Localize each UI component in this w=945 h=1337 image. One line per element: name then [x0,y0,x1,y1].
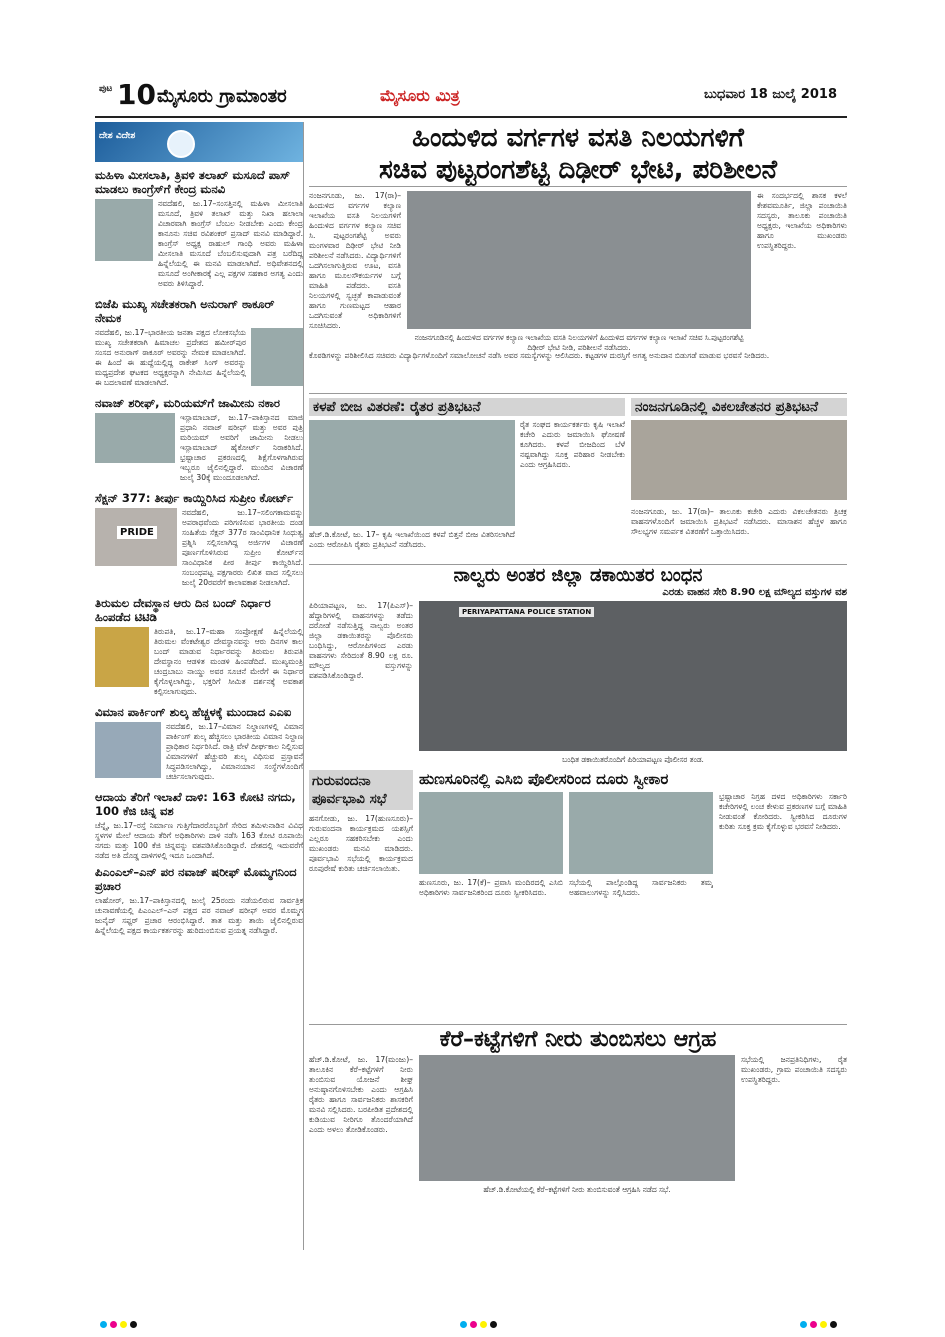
story-headline: ತಿರುಮಲ ದೇವಸ್ಥಾನ ಆರು ದಿನ ಬಂದ್ ನಿರ್ಧಾರ ಹಿಂಪಡೆದ ಟಿಟಿಡಿ [95,596,271,624]
story-body: ತಿರುಪತಿ, ಜು.17–ಮಹಾ ಸಂಪ್ರೋಕ್ಷಣೆ ಹಿನ್ನೆಲೆಯಲ್ಲಿ ತಿರುಮಲ ವೆಂಕಟೇಶ್ವರ ದೇವಸ್ಥಾನವನ್ನು ಆರು ದಿನಗಳ ಕಾಲ ಬಂದ್ ಮಾಡುವ ನಿರ್ಧಾರವನ್ನು ತಿರುಮಲ ತಿರುಪತಿ ದೇವಸ್ಥಾನಂ ಆಡಳಿತ ಮಂಡಳಿ ಹಿಂಪಡೆದಿದೆ. ಮುಖ್ಯಮಂತ್ರಿ ಚಂದ್ರಬಾಬು ನಾಯ್ಡು ಅವರ ಸೂಚನೆ ಮೇರೆಗೆ ಈ ನಿರ್ಧಾರ ಕೈಗೊಳ್ಳಲಾಗಿದ್ದು, ಭಕ್ತರಿಗೆ ಸೀಮಿತ ದರ್ಶನಕ್ಕೆ ಅವಕಾಶ ಕಲ್ಪಿಸಲಾಗುವುದು. [154,627,303,696]
story-womens-reservation [95,168,303,293]
story-body: ಇಸ್ಲಾಮಾಬಾದ್, ಜು.17–ಪಾಕಿಸ್ತಾನದ ಮಾಜಿ ಪ್ರಧಾನಿ ನವಾಜ್ ಷರೀಫ್ ಮತ್ತು ಅವರ ಪುತ್ರಿ ಮರಿಯಮ್ ಅವರಿಗೆ ಜಾಮೀನು ನೀಡಲು ಇಸ್ಲಾಮಾಬಾದ್ ಹೈಕೋರ್ಟ್ ನಿರಾಕರಿಸಿದೆ. ಭ್ರಷ್ಟಾಚಾರ ಪ್ರಕರಣದಲ್ಲಿ ಶಿಕ್ಷೆಗೊಳಗಾಗಿರುವ ಇಬ್ಬರೂ ಜೈಲಿನಲ್ಲಿದ್ದಾರೆ. ಮುಂದಿನ ವಿಚಾರಣೆ ಜುಲೈ 30ಕ್ಕೆ ಮುಂದೂಡಲಾಗಿದೆ. [180,413,303,482]
story-headline: ಗುರುವಂದನಾ ಪೂರ್ವಭಾವಿ ಸಭೆ [309,770,413,810]
police-station-sign: PERIYAPATTANA POLICE STATION [459,607,594,617]
banner-label: ದೇಶ ವಿದೇಶ [99,131,136,141]
photo-caption: ಸಭೆಯಲ್ಲಿ ಪಾಲ್ಗೊಂಡಿದ್ದ ಸಾರ್ವಜನಿಕರು ತಮ್ಮ ಅಹವಾಲುಗಳನ್ನು ಸಲ್ಲಿಸಿದರು. [569,878,713,897]
story-body: ರೈತ ಸಂಘದ ಕಾರ್ಯಕರ್ತರು ಕೃಷಿ ಇಲಾಖೆ ಕಚೇರಿ ಎದುರು ಜಮಾಯಿಸಿ ಘೋಷಣೆ ಕೂಗಿದರು. ಕಳಪೆ ಬೀಜದಿಂದ ಬೆಳೆ ನಷ್ಟವಾಗಿದ್ದು ಸೂಕ್ತ ಪರಿಹಾರ ನೀಡಬೇಕು ಎಂದು ಆಗ್ರಹಿಸಿದರು. [520,420,625,469]
row-protests [309,394,847,564]
story-headline: ಸೆಕ್ಷನ್ 377: ತೀರ್ಪು ಕಾಯ್ದಿರಿಸಿದ ಸುಪ್ರೀಂ ಕೋರ್ಟ್ [95,491,294,505]
page-number: 10 [117,78,156,111]
story-nawaz-sharif [95,396,303,487]
story-acb [419,766,847,898]
issue-date: ಬುಧವಾರ 18 ಜುಲೈ 2018 [704,87,837,102]
story-body: ನವದೆಹಲಿ, ಜು.17–ಸಲಿಂಗಕಾಮವನ್ನು ಅಪರಾಧವೆಂದು ಪರಿಗಣಿಸುವ ಭಾರತೀಯ ದಂಡ ಸಂಹಿತೆಯ ಸೆಕ್ಷನ್ 377ರ ಸಾಂವಿಧಾನಿಕ ಸಿಂಧುತ್ವ ಪ್ರಶ್ನಿಸಿ ಸಲ್ಲಿಸಲಾಗಿದ್ದ ಅರ್ಜಿಗಳ ವಿಚಾರಣೆ ಪೂರ್ಣಗೊಳಿಸಿರುವ ಸುಪ್ರೀಂ ಕೋರ್ಟ್‌ನ ಸಾಂವಿಧಾನಿಕ ಪೀಠ ತೀರ್ಪು ಕಾಯ್ದಿರಿಸಿದೆ. ಸಂಬಂಧಪಟ್ಟ ಪಕ್ಷಗಾರರು ಲಿಖಿತ ವಾದ ಸಲ್ಲಿಸಲು ಜುಲೈ 20ರವರೆಗೆ ಕಾಲಾವಕಾಶ ನೀಡಲಾಗಿದೆ. [182,508,303,587]
photo-caption: ಹುಣಸೂರು, ಜು. 17(ಕೆ)– ಪ್ರವಾಸಿ ಮಂದಿರದಲ್ಲಿ ಎಸಿಬಿ ಅಧಿಕಾರಿಗಳು ಸಾರ್ವಜನಿಕರಿಂದ ದೂರು ಸ್ವೀಕರಿಸಿದರು. [419,878,563,897]
photo-caption: ಹೆಚ್.ಡಿ.ಕೋಟೆಯಲ್ಲಿ ಕೆರೆ–ಕಟ್ಟೆಗಳಿಗೆ ನೀರು ತುಂಬಿಸುವಂತೆ ಆಗ್ರಹಿಸಿ ನಡೆದ ಸಭೆ. [483,1185,671,1194]
story-body-right: ಸಭೆಯಲ್ಲಿ ಜನಪ್ರತಿನಿಧಿಗಳು, ರೈತ ಮುಖಂಡರು, ಗ್ರಾಮ ಪಂಚಾಯಿತಿ ಸದಸ್ಯರು ಉಪಸ್ಥಿತರಿದ್ದರು. [741,1055,847,1084]
story-headline: ಬಿಜೆಪಿ ಮುಖ್ಯ ಸಚೇತಕರಾಗಿ ಅನುರಾಗ್ ಠಾಕೂರ್ ನೇಮಕ [95,297,275,325]
disabled-protest-photo [631,420,847,500]
story-body: ಚೆನ್ನೈ, ಜು.17–ರಸ್ತೆ ನಿರ್ಮಾಣ ಗುತ್ತಿಗೆದಾರರೊಬ್ಬರಿಗೆ ಸೇರಿದ ತಮಿಳುನಾಡಿನ ವಿವಿಧ ಸ್ಥಳಗಳ ಮೇಲೆ ಆದಾಯ ತೆರಿಗೆ ಅಧಿಕಾರಿಗಳು ದಾಳಿ ನಡೆಸಿ 163 ಕೋಟಿ ರೂಪಾಯಿ ನಗದು ಮತ್ತು 100 ಕೆಜಿ ಚಿನ್ನವನ್ನು ವಶಪಡಿಸಿಕೊಂಡಿದ್ದಾರೆ. ದೇಶದಲ್ಲಿ ಇದುವರೆಗೆ ನಡೆದ ಅತಿ ದೊಡ್ಡ ದಾಳಿಗಳಲ್ಲಿ ಇದೂ ಒಂದಾಗಿದೆ. [95,821,303,860]
main-news-area [309,122,847,1205]
black-dot [130,1321,137,1328]
lead-story-body-right: ಈ ಸಂದರ್ಭದಲ್ಲಿ ಶಾಸಕ ಕಳಲೆ ಕೇಶವಮೂರ್ತಿ, ಜಿಲ್ಲಾ ಪಂಚಾಯಿತಿ ಸದಸ್ಯರು, ತಾಲೂಕು ಪಂಚಾಯಿತಿ ಅಧ್ಯಕ್ಷರು, ಇಲಾಖೆಯ ಅಧಿಕಾರಿಗಳು ಹಾಗೂ ಮುಖಂಡರು ಉಪಸ್ಥಿತರಿದ್ದರು. [757,191,847,250]
story-lakes [309,1024,847,1205]
story-headline: ಪಿಎಂಎಲ್–ಎನ್ ಪರ ನವಾಜ್ ಷರೀಫ್ ಮೊಮ್ಮಗನಿಂದ ಪ್ರಚಾರ [95,865,297,893]
lead-headline-line-1: ಹಿಂದುಳಿದ ವರ್ಗಗಳ ವಸತಿ ನಿಲಯಗಳಿಗೆ [412,123,744,153]
lead-photo-caption: ನಂಜನಗೂಡಿನಲ್ಲಿ ಹಿಂದುಳಿದ ವರ್ಗಗಳ ಕಲ್ಯಾಣ ಇಲಾಖೆಯ ವಸತಿ ನಿಲಯಗಳಿಗೆ ಹಿಂದುಳಿದ ವರ್ಗಗಳ ಕಲ್ಯಾಣ ಇಲಾಖೆ ಸಚಿವ ಸಿ.ಪುಟ್ಟರಂಗಶೆಟ್ಟಿ ದಿಢೀರ್ ಭೇಟಿ ನೀಡಿ, ಪರಿಶೀಲನೆ ನಡೆಸಿದರು. [414,333,744,352]
page-label: ಪುಟ [99,84,113,94]
story-body: ನಂಜನಗೂಡು, ಜು. 17(ರಾ)– ತಾಲೂಕು ಕಚೇರಿ ಎದುರು ವಿಕಲಚೇತನರು ತ್ರಿಚಕ್ರ ವಾಹನಗಳೊಂದಿಗೆ ಜಮಾಯಿಸಿ ಪ್ರತಿಭಟನೆ ನಡೆಸಿದರು. ಮಾಸಾಶನ ಹೆಚ್ಚಳ ಹಾಗೂ ಸೌಲಭ್ಯಗಳ ಸಮರ್ಪಕ ವಿತರಣೆಗೆ ಒತ್ತಾಯಿಸಿದರು. [631,507,847,536]
cyan-dot [100,1321,107,1328]
minister-photo [95,199,153,261]
acb-photo-2 [569,792,713,874]
pride-photo [95,508,177,566]
story-seed-protest [309,394,625,550]
left-news-column [95,122,304,1250]
story-aircraft-parking [95,705,303,786]
story-guru-vandana [309,766,413,874]
story-headline: ಕೆರೆ–ಕಟ್ಟೆಗಳಿಗೆ ನೀರು ತುಂಬಿಸಲು ಆಗ್ರಹ [439,1027,717,1052]
story-headline: ಹುಣಸೂರಿನಲ್ಲಿ ಎಸಿಬಿ ಪೊಲೀಸರಿಂದ ದೂರು ಸ್ವೀಕಾರ [419,770,669,788]
story-dacoits [309,564,847,766]
story-headline: ನಾಲ್ವರು ಅಂತರ ಜಿಲ್ಲಾ ಡಕಾಯಿತರ ಬಂಧನ [453,565,703,586]
lake-meeting-photo [419,1055,735,1181]
cyan-dot [800,1321,807,1328]
story-headline: ನಂಜನಗೂಡಿನಲ್ಲಿ ವಿಕಲಚೇತನರ ಪ್ರತಿಭಟನೆ [631,398,847,416]
lead-headline-line-2: ಸಚಿವ ಪುಟ್ಟರಂಗಶೆಟ್ಟಿ ದಿಢೀರ್ ಭೇಟಿ, ಪರಿಶೀಲನೆ [309,154,847,187]
yellow-dot [120,1321,127,1328]
story-body: ಪಿರಿಯಾಪಟ್ಟಣ, ಜು. 17(ಪಿಎಸ್)– ಹೆದ್ದಾರಿಗಳಲ್ಲಿ ವಾಹನಗಳನ್ನು ತಡೆದು ದರೋಡೆ ನಡೆಸುತ್ತಿದ್ದ ನಾಲ್ವರು ಅಂತರ ಜಿಲ್ಲಾ ಡಕಾಯಿತರನ್ನು ಪೊಲೀಸರು ಬಂಧಿಸಿದ್ದು, ಆರೋಪಿಗಳಿಂದ ಎರಡು ವಾಹನಗಳು ಸೇರಿದಂತೆ 8.90 ಲಕ್ಷ ರೂ. ಮೌಲ್ಯದ ವಸ್ತುಗಳನ್ನು ವಶಪಡಿಸಿಕೊಂಡಿದ್ದಾರೆ. [309,601,413,680]
police-photo [419,601,847,751]
desha-videsha-banner [95,122,303,162]
story-pml-n [95,865,303,936]
black-dot [830,1321,837,1328]
masthead [95,78,847,118]
section-title: ಮೈಸೂರು ಗ್ರಾಮಾಂತರ [157,86,287,107]
magenta-dot [810,1321,817,1328]
print-registration-marks [100,1313,160,1321]
sharif-photo [95,413,175,463]
story-body: ನವದೆಹಲಿ, ಜು.17–ಭಾರತೀಯ ಜನತಾ ಪಕ್ಷದ ಲೋಕಸಭೆಯ ಮುಖ್ಯ ಸಚೇತಕರಾಗಿ ಹಿಮಾಚಲ ಪ್ರದೇಶದ ಹಮೀರ್‌ಪುರ ಸಂಸದ ಅನುರಾಗ್ ಠಾಕೂರ್ ಅವರನ್ನು ನೇಮಕ ಮಾಡಲಾಗಿದೆ. ಈ ಹಿಂದೆ ಈ ಹುದ್ದೆಯಲ್ಲಿದ್ದ ರಾಕೇಶ್ ಸಿಂಗ್ ಅವರನ್ನು ಮಧ್ಯಪ್ರದೇಶ ಘಟಕದ ಅಧ್ಯಕ್ಷರನ್ನಾಗಿ ನೇಮಿಸಿದ ಹಿನ್ನೆಲೆಯಲ್ಲಿ ಈ ಬದಲಾವಣೆ ಮಾಡಲಾಗಿದೆ. [95,328,246,387]
newspaper-logo: ಮೈಸೂರು ಮಿತ್ರ [380,86,460,105]
seed-protest-photo [309,420,515,526]
story-subheadline: ಎರಡು ವಾಹನ ಸೇರಿ 8.90 ಲಕ್ಷ ಮೌಲ್ಯದ ವಸ್ತುಗಳ ವಶ [662,587,847,598]
story-body: ಭ್ರಷ್ಟಾಚಾರ ನಿಗ್ರಹ ದಳದ ಅಧಿಕಾರಿಗಳು ಸರ್ಕಾರಿ ಕಚೇರಿಗಳಲ್ಲಿ ಲಂಚ ಕೇಳುವ ಪ್ರಕರಣಗಳ ಬಗ್ಗೆ ಮಾಹಿತಿ ನೀಡುವಂತೆ ಕೋರಿದರು. ಸ್ವೀಕರಿಸಿದ ದೂರುಗಳ ಕುರಿತು ಸೂಕ್ತ ಕ್ರಮ ಕೈಗೊಳ್ಳುವ ಭರವಸೆ ನೀಡಿದರು. [719,792,847,831]
pride-sign: PRIDE [117,526,157,539]
acb-photo-1 [419,792,563,874]
lead-photo [407,191,751,329]
story-headline: ಕಳಪೆ ಬೀಜ ವಿತರಣೆ: ರೈತರ ಪ್ರತಿಭಟನೆ [309,398,625,416]
story-section-377 [95,491,303,592]
temple-photo [95,627,149,687]
story-tirumala [95,596,303,701]
story-headline: ಆದಾಯ ತೆರಿಗೆ ಇಲಾಖೆ ದಾಳಿ: 163 ಕೋಟಿ ನಗದು, 100 ಕೆಜಿ ಚಿನ್ನ ವಶ [95,790,296,818]
lead-story [309,122,847,394]
story-body: ನವದೆಹಲಿ, ಜು.17–ವಿಮಾನ ನಿಲ್ದಾಣಗಳಲ್ಲಿ ವಿಮಾನ ಪಾರ್ಕಿಂಗ್ ಶುಲ್ಕ ಹೆಚ್ಚಿಸಲು ಭಾರತೀಯ ವಿಮಾನ ನಿಲ್ದಾಣ ಪ್ರಾಧಿಕಾರ ನಿರ್ಧರಿಸಿದೆ. ರಾತ್ರಿ ವೇಳೆ ದೀರ್ಘಕಾಲ ನಿಲ್ಲಿಸುವ ವಿಮಾನಗಳಿಗೆ ಹೆಚ್ಚುವರಿ ಶುಲ್ಕ ವಿಧಿಸುವ ಪ್ರಸ್ತಾವನೆ ಸಿದ್ಧಪಡಿಸಲಾಗಿದ್ದು, ವಿಮಾನಯಾನ ಸಂಸ್ಥೆಗಳೊಂದಿಗೆ ಚರ್ಚಿಸಲಾಗುವುದು. [166,722,303,781]
yellow-dot [480,1321,487,1328]
story-body: ಹೆಚ್.ಡಿ.ಕೋಟೆ, ಜು. 17(ಮಂಜು)– ತಾಲೂಕಿನ ಕೆರೆ–ಕಟ್ಟೆಗಳಿಗೆ ನೀರು ತುಂಬಿಸುವ ಯೋಜನೆ ಶೀಘ್ರ ಅನುಷ್ಠಾನಗೊಳಿಸಬೇಕು ಎಂದು ಆಗ್ರಹಿಸಿ ರೈತರು ಹಾಗೂ ಸಾರ್ವಜನಿಕರು ಶಾಸಕರಿಗೆ ಮನವಿ ಸಲ್ಲಿಸಿದರು. ಬರಪೀಡಿತ ಪ್ರದೇಶದಲ್ಲಿ ಕುಡಿಯುವ ನೀರಿಗೂ ತೊಂದರೆಯಾಗಿದೆ ಎಂದು ಅಳಲು ತೋಡಿಕೊಂಡರು. [309,1055,413,1134]
magenta-dot [470,1321,477,1328]
newspaper-page [95,78,847,1258]
print-registration-marks [800,1313,860,1321]
story-income-tax-raid [95,790,303,861]
story-headline: ಮಹಿಳಾ ಮೀಸಲಾತಿ, ತ್ರಿವಳಿ ತಲಾಖ್ ಮಸೂದೆ ಪಾಸ್ ಮಾಡಲು ಕಾಂಗ್ರೆಸ್‌ಗೆ ಕೇಂದ್ರ ಮನವಿ [95,168,291,196]
story-body: ಲಾಹೋರ್, ಜು.17–ಪಾಕಿಸ್ತಾನದಲ್ಲಿ ಜುಲೈ 25ರಂದು ನಡೆಯಲಿರುವ ಸಾರ್ವತ್ರಿಕ ಚುನಾವಣೆಯಲ್ಲಿ ಪಿಎಂಎಲ್–ಎನ್ ಪಕ್ಷದ ಪರ ನವಾಜ್ ಷರೀಫ್ ಅವರ ಮೊಮ್ಮಗ ಜುನೈದ್ ಸಫ್ದರ್ ಪ್ರಚಾರ ಆರಂಭಿಸಿದ್ದಾರೆ. ತಾತ ಮತ್ತು ತಾಯಿ ಜೈಲಿನಲ್ಲಿರುವ ಹಿನ್ನೆಲೆಯಲ್ಲಿ ಪಕ್ಷದ ಕಾರ್ಯಕರ್ತರನ್ನು ಹುರಿದುಂಬಿಸುವ ಪ್ರಯತ್ನ ನಡೆಸಿದ್ದಾರೆ. [95,896,303,935]
story-body: ಹನಗೋಡು, ಜು. 17(ಹುಣಸೂರು)– ಗುರುವಂದನಾ ಕಾರ್ಯಕ್ರಮದ ಯಶಸ್ಸಿಗೆ ಎಲ್ಲರೂ ಸಹಕರಿಸಬೇಕು ಎಂದು ಮುಖಂಡರು ಮನವಿ ಮಾಡಿದರು. ಪೂರ್ವಭಾವಿ ಸಭೆಯಲ್ಲಿ ಕಾರ್ಯಕ್ರಮದ ರೂಪುರೇಷೆ ಕುರಿತು ಚರ್ಚಿಸಲಾಯಿತು. [309,814,413,873]
airport-photo [95,722,161,778]
story-headline: ವಿಮಾನ ಪಾರ್ಕಿಂಗ್ ಶುಲ್ಕ ಹೆಚ್ಚಳಕ್ಕೆ ಮುಂದಾದ ಎಎಐ [95,705,292,719]
story-headline: ನವಾಜ್ ಶರೀಫ್, ಮರಿಯಮ್‌ಗೆ ಜಾಮೀನು ನಕಾರ [95,396,280,410]
black-dot [490,1321,497,1328]
yellow-dot [820,1321,827,1328]
globe-icon [167,130,195,158]
story-body: ನವದೆಹಲಿ, ಜು.17–ಸಂಸತ್ತಿನಲ್ಲಿ ಮಹಿಳಾ ಮೀಸಲಾತಿ ಮಸೂದೆ, ತ್ರಿವಳಿ ತಲಾಖ್ ಮತ್ತು ನಿಖಾ ಹಲಾಲಾ ವಿಚಾರವಾಗಿ ಕಾಂಗ್ರೆಸ್ ಬೆಂಬಲ ನೀಡಬೇಕು ಎಂದು ಕೇಂದ್ರ ಕಾನೂನು ಸಚಿವ ರವಿಶಂಕರ್ ಪ್ರಸಾದ್ ಮನವಿ ಮಾಡಿದ್ದಾರೆ. ಕಾಂಗ್ರೆಸ್ ಅಧ್ಯಕ್ಷ ರಾಹುಲ್ ಗಾಂಧಿ ಅವರು ಮಹಿಳಾ ಮೀಸಲಾತಿ ಮಸೂದೆ ಬೆಂಬಲಿಸುವುದಾಗಿ ಪತ್ರ ಬರೆದಿದ್ದ ಹಿನ್ನೆಲೆಯಲ್ಲಿ ಈ ಮನವಿ ಮಾಡಲಾಗಿದೆ. ಅಧಿವೇಶನದಲ್ಲಿ ಮಸೂದೆ ಅಂಗೀಕಾರಕ್ಕೆ ಎಲ್ಲ ಪಕ್ಷಗಳ ಸಹಕಾರ ಅಗತ್ಯ ಎಂದು ಅವರು ತಿಳಿಸಿದ್ದಾರೆ. [158,199,303,288]
photo-caption: ಬಂಧಿತ ಡಕಾಯಿತರೊಂದಿಗೆ ಪಿರಿಯಾಪಟ್ಟಣ ಪೊಲೀಸರ ತಂಡ. [562,755,704,764]
lead-story-body: ನಂಜನಗೂಡು, ಜು. 17(ರಾ)– ಹಿಂದುಳಿದ ವರ್ಗಗಳ ಕಲ್ಯಾಣ ಇಲಾಖೆಯ ವಸತಿ ನಿಲಯಗಳಿಗೆ ಹಿಂದುಳಿದ ವರ್ಗಗಳ ಕಲ್ಯಾಣ ಸಚಿವ ಸಿ. ಪುಟ್ಟರಂಗಶೆಟ್ಟಿ ಅವರು ಮಂಗಳವಾರ ದಿಢೀರ್ ಭೇಟಿ ನೀಡಿ ಪರಿಶೀಲನೆ ನಡೆಸಿದರು. ವಿದ್ಯಾರ್ಥಿಗಳಿಗೆ ಒದಗಿಸಲಾಗುತ್ತಿರುವ ಊಟ, ವಸತಿ ಹಾಗೂ ಮೂಲಸೌಕರ್ಯಗಳ ಬಗ್ಗೆ ಮಾಹಿತಿ ಪಡೆದರು. ವಸತಿ ನಿಲಯಗಳಲ್ಲಿ ಸ್ವಚ್ಛತೆ ಕಾಪಾಡುವಂತೆ ಹಾಗೂ ಗುಣಮಟ್ಟದ ಆಹಾರ ಒದಗಿಸುವಂತೆ ಅಧಿಕಾರಿಗಳಿಗೆ ಸೂಚಿಸಿದರು. [309,191,401,330]
story-disabled-protest [631,394,847,537]
cyan-dot [460,1321,467,1328]
politician-photo [251,328,303,386]
story-anurag-thakur [95,297,303,392]
photo-caption: ಹೆಚ್.ಡಿ.ಕೋಟೆ, ಜು. 17– ಕೃಷಿ ಇಲಾಖೆಯಿಂದ ಕಳಪೆ ಬಿತ್ತನೆ ಬೀಜ ವಿತರಿಸಲಾಗಿದೆ ಎಂದು ಆರೋಪಿಸಿ ರೈತರು ಪ್ರತಿಭಟನೆ ನಡೆಸಿದರು. [309,530,515,549]
print-registration-marks [460,1313,520,1321]
row-guru-acb [309,766,847,1024]
lead-story-continuation: ಕೊಠಡಿಗಳನ್ನು ಪರಿಶೀಲಿಸಿದ ಸಚಿವರು ವಿದ್ಯಾರ್ಥಿಗಳೊಂದಿಗೆ ಸಮಾಲೋಚನೆ ನಡೆಸಿ ಅವರ ಸಮಸ್ಯೆಗಳನ್ನು ಆಲಿಸಿದರು. ಕಟ್ಟಡಗಳ ದುರಸ್ತಿಗೆ ಅಗತ್ಯ ಅನುದಾನ ಬಿಡುಗಡೆ ಮಾಡುವ ಭರವಸೆ ನೀಡಿದರು. [309,351,847,394]
magenta-dot [110,1321,117,1328]
